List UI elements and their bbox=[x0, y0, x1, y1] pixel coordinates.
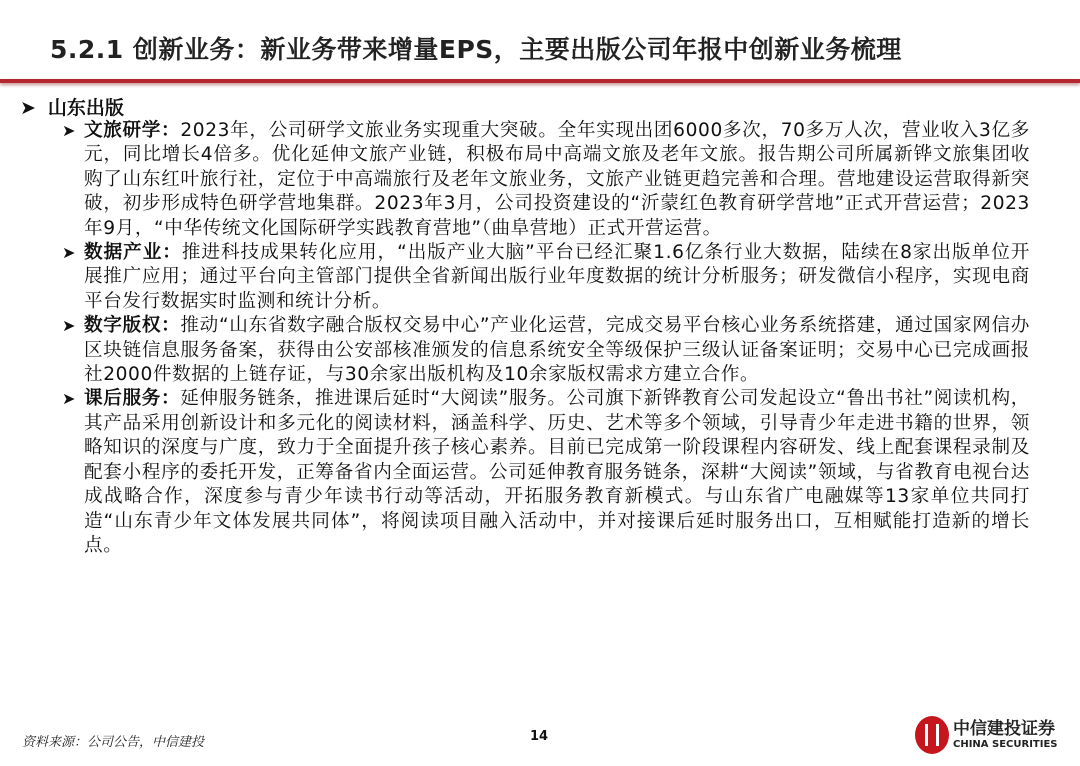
item-label: 数字版权： bbox=[84, 315, 181, 337]
arrow-bullet-icon: ➤ bbox=[20, 97, 36, 119]
page-title: 5.2.1 创新业务：新业务带来增量EPS，主要出版公司年报中创新业务梳理 bbox=[50, 35, 902, 64]
logo-name-en: CHINA SECURITIES bbox=[953, 739, 1058, 750]
arrow-bullet-icon: ➤ bbox=[62, 121, 77, 140]
item-text: 2023年，公司研学文旅业务实现重大突破。全年实现出团6000多次，70多万人次，营业收入3亿多元，同比增长4倍多。优化延伸文旅产业链，积极布局中高端文旅及老年文旅。报告期公司所属新铧文旅集团收购了山东红叶旅行社，定位于中高端旅行及老年文旅业务，文旅产业链更趋完善和合理。营地建设运营取得新突破，初步形成特色研学营地集群。2023年3月，公司投资建设的“沂蒙红色教育研学营地”正式开营运营；2023年9月，“中华传统文化国际研学实践教育营地”（曲阜营地）正式开营运营。 bbox=[84, 120, 1030, 239]
section-heading bbox=[20, 93, 124, 120]
source-note: 资料来源：公司公告，中信建投 bbox=[22, 735, 205, 750]
list-item bbox=[62, 387, 1030, 558]
item-text: 推进科技成果转化应用，“出版产业大脑”平台已经汇聚1.6亿条行业大数据，陆续在8家出版单位开展推广应用；通过平台向主管部门提供全省新闻出版行业年度数据的统计分析服务；研发微信小程序，实现电商平台发行数据实时监测和统计分析。 bbox=[84, 242, 1030, 312]
item-label: 课后服务： bbox=[84, 388, 181, 410]
logo-mark-icon bbox=[915, 716, 949, 754]
item-label: 数据产业： bbox=[84, 242, 182, 264]
company-logo bbox=[915, 716, 1058, 754]
logo-name-cn: 中信建投证券 bbox=[953, 719, 1055, 739]
list-item bbox=[62, 241, 1030, 314]
list-item bbox=[62, 119, 1030, 241]
title-divider bbox=[0, 79, 1080, 83]
arrow-bullet-icon: ➤ bbox=[62, 389, 77, 409]
arrow-bullet-icon: ➤ bbox=[62, 316, 77, 336]
list-item bbox=[62, 314, 1030, 387]
page-number: 14 bbox=[530, 729, 549, 744]
item-label: 文旅研学： bbox=[84, 120, 181, 141]
item-text: 延伸服务链条，推进课后延时“大阅读”服务。公司旗下新铧教育公司发起设立“鲁出书社”阅读机构，其产品采用创新设计和多元化的阅读材料，涵盖科学、历史、艺术等多个领域，引导青少年走进书籍的世界，领略知识的深度与广度，致力于全面提升孩子核心素养。目前已完成第一阶段课程内容研发、线上配套课程录制及配套小程序的委托开发，正筹备省内全面运营。公司延伸教育服务链条，深耕“大阅读”领域，与省教育电视台达成战略合作，深度参与青少年读书行动等活动，开拓服务教育新模式。与山东省广电融媒等13家单位共同打造“山东青少年文体发展共同体”，将阅读项目融入活动中，并对接课后延时服务出口，互相赋能打造新的增长点。 bbox=[84, 388, 1030, 556]
item-text: 推动“山东省数字融合版权交易中心”产业化运营，完成交易平台核心业务系统搭建，通过国家网信办区块链信息服务备案，获得由公安部核准颁发的信息系统安全等级保护三级认证备案证明；交易中心已完成画报社2000件数据的上链存证，与30余家出版机构及10余家版权需求方建立合作。 bbox=[84, 315, 1030, 386]
section-title: 山东出版 bbox=[47, 97, 124, 119]
arrow-bullet-icon: ➤ bbox=[62, 243, 77, 263]
bullet-list bbox=[62, 119, 1030, 558]
